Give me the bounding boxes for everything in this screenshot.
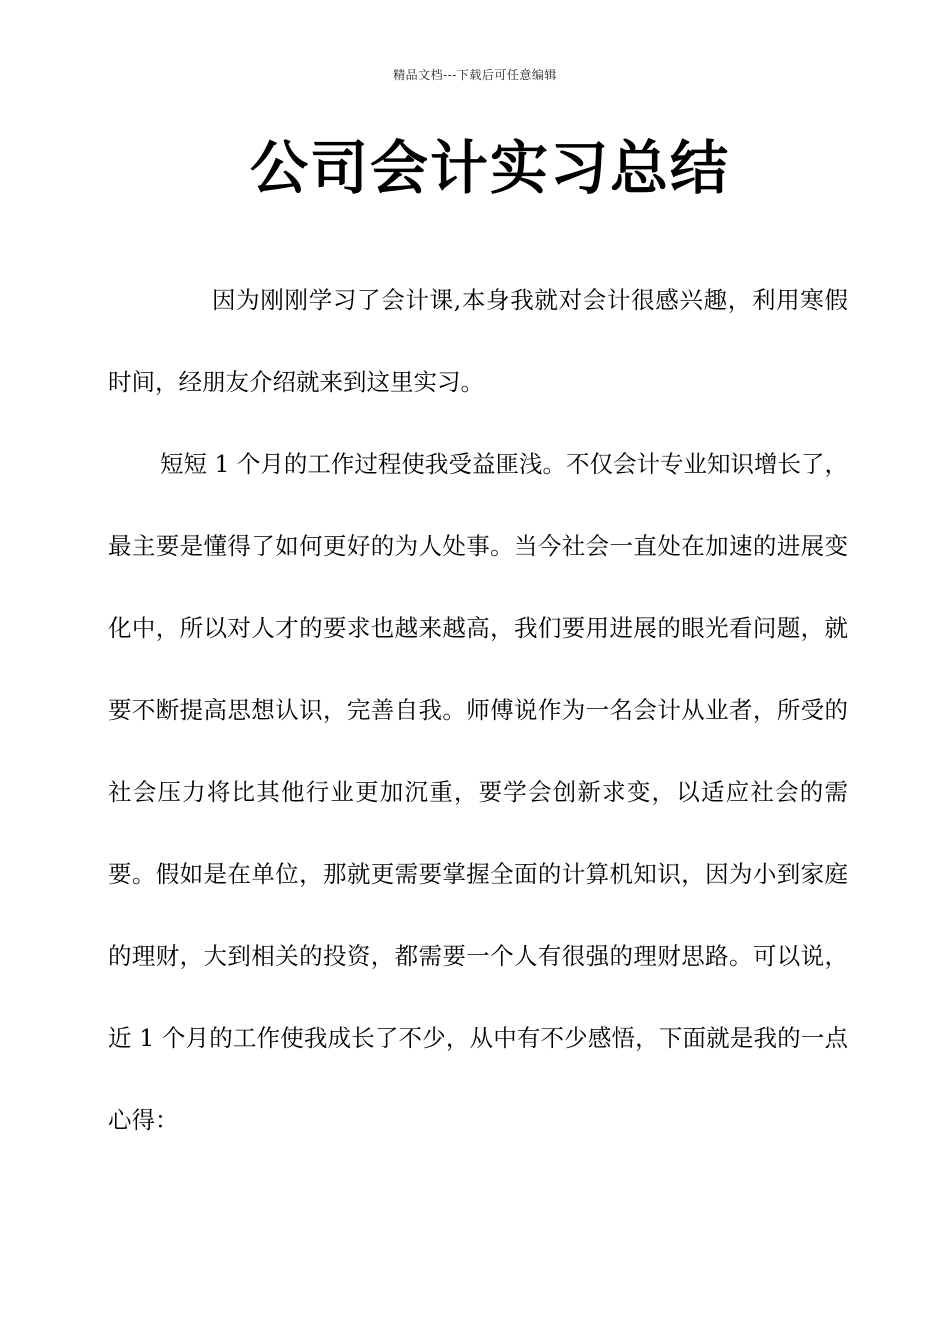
document-body	[108, 259, 848, 1161]
paragraph-experience: 短短 1 个月的工作过程使我受益匪浅。不仅会计专业知识增长了，最主要是懂得了如何更好的为人处事。当今社会一直处在加速的进展变化中，所以对人才的要求也越来越高，我们要用进展的眼光看问题，就要不断提高思想认识，完善自我。师傅说作为一名会计从业者，所受的社会压力将比其他行业更加沉重，要学会创新求变，以适应社会的需要。假如是在单位，那就更需要掌握全面的计算机知识，因为小到家庭的理财，大到相关的投资，都需要一个人有很强的理财思路。可以说，近 1 个月的工作使我成长了不少，从中有不少感悟，下面就是我的一点心得：	[108, 450, 848, 1134]
paragraph-intro: 因为刚刚学习了会计课,本身我就对会计很感兴趣，利用寒假时间，经朋友介绍就来到这里实习。	[108, 286, 848, 396]
header-note: 精品文档---下载后可任意编辑	[393, 68, 557, 82]
document-title: 公司会计实习总结	[249, 134, 730, 202]
